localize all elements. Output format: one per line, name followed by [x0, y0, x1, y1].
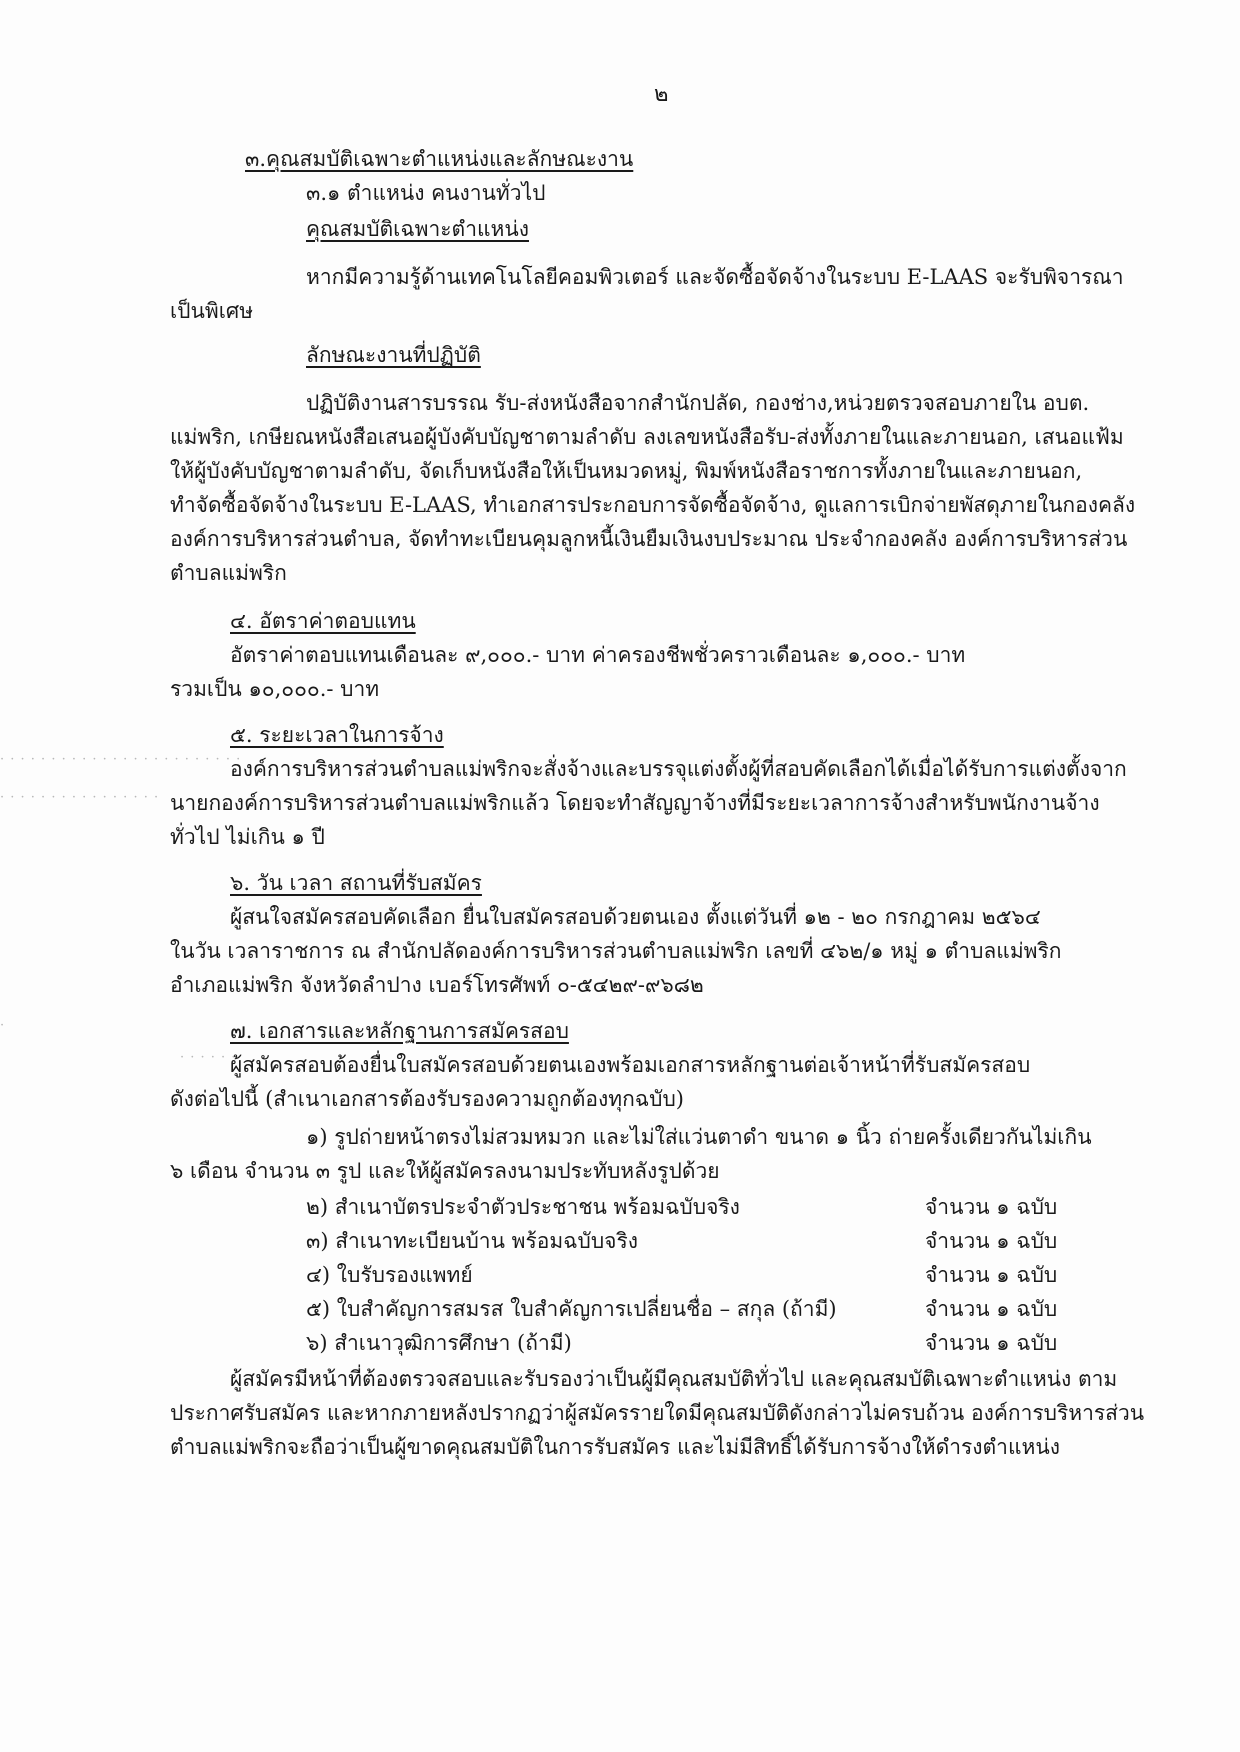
application-schedule-line: ผู้สนใจสมัครสอบคัดเลือก ยื่นใบสมัครสอบด้วยตนเอง ตั้งแต่วันที่ ๑๒ - ๒๐ กรกฎาคม ๒๕๖๔	[230, 905, 1041, 929]
scan-artifact: · · · · · ·	[180, 1050, 237, 1065]
document-item-label: ๖) สำเนาวุฒิการศึกษา (ถ้ามี)	[306, 1331, 572, 1355]
application-schedule-line: ในวัน เวลาราชการ ณ สำนักปลัดองค์การบริหารส่วนตำบลแม่พริก เลขที่ ๔๖๒/๑ หมู่ ๑ ตำบลแม่พริก	[170, 939, 1062, 963]
duty-line: ทำจัดซื้อจัดจ้างในระบบ E-LAAS, ทำเอกสารประกอบการจัดซื้อจัดจ้าง, ดูแลการเบิกจ่ายพัสดุภายในกองคลัง	[170, 493, 1136, 517]
closing-line: ประกาศรับสมัคร และหากภายหลังปรากฏว่าผู้สมัครรายใดมีคุณสมบัติดังกล่าวไม่ครบถ้วน องค์การบริหารส่วน	[170, 1401, 1145, 1425]
section5-heading: ๕. ระยะเวลาในการจ้าง	[230, 723, 444, 747]
employment-period-line: ทั่วไป ไม่เกิน ๑ ปี	[170, 825, 325, 849]
scan-artifact: ·	[0, 1018, 6, 1033]
duty-line: ปฏิบัติงานสารบรรณ รับ-ส่งหนังสือจากสำนักปลัด, กองช่าง,หน่วยตรวจสอบภายใน อบต.	[306, 391, 1090, 415]
section3-heading: ๓.คุณสมบัติเฉพาะตำแหน่งและลักษณะงาน	[245, 147, 634, 171]
qualification-heading: คุณสมบัติเฉพาะตำแหน่ง	[306, 217, 529, 241]
document-item-label: ๕) ใบสำคัญการสมรส ใบสำคัญการเปลี่ยนชื่อ – สกุล (ถ้ามี)	[306, 1297, 837, 1321]
section7-heading: ๗. เอกสารและหลักฐานการสมัครสอบ	[230, 1019, 569, 1043]
document-item-qty: จำนวน ๑ ฉบับ	[925, 1263, 1058, 1287]
duty-heading: ลักษณะงานที่ปฏิบัติ	[306, 343, 481, 367]
scan-artifact: · · · · · · · · · · · · · · · · · · · · · · · ·	[0, 752, 242, 767]
position-title: ๓.๑ ตำแหน่ง คนงานทั่วไป	[306, 181, 546, 205]
documents-intro-line: ดังต่อไปนี้ (สำเนาเอกสารต้องรับรองความถูกต้องทุกฉบับ)	[170, 1087, 684, 1111]
section6-heading: ๖. วัน เวลา สถานที่รับสมัคร	[230, 871, 482, 895]
duty-line: ตำบลแม่พริก	[170, 561, 287, 585]
document-item-label: ๓) สำเนาทะเบียนบ้าน พร้อมฉบับจริง	[306, 1229, 638, 1253]
document-item-qty: จำนวน ๑ ฉบับ	[925, 1229, 1058, 1253]
duty-line: แม่พริก, เกษียณหนังสือเสนอผู้บังคับบัญชาตามลำดับ ลงเลขหนังสือรับ-ส่งทั้งภายในและภายนอก, เสนอแฟ้ม	[170, 425, 1124, 449]
employment-period-line: องค์การบริหารส่วนตำบลแม่พริกจะสั่งจ้างและบรรจุแต่งตั้งผู้ที่สอบคัดเลือกได้เมื่อได้รับการแต่งตั้งจาก	[230, 757, 1127, 781]
duty-line: ให้ผู้บังคับบัญชาตามลำดับ, จัดเก็บหนังสือให้เป็นหมวดหมู่, พิมพ์หนังสือราชการทั้งภายในและภายนอก,	[170, 459, 1083, 483]
compensation-line: อัตราค่าตอบแทนเดือนละ ๙,๐๐๐.- บาท ค่าครองชีพชั่วคราวเดือนละ ๑,๐๐๐.- บาท	[230, 643, 966, 667]
document-item-qty: จำนวน ๑ ฉบับ	[925, 1331, 1058, 1355]
scan-artifact: · · · · · · · · · · · · · · · ·	[0, 790, 160, 805]
qualification-line: เป็นพิเศษ	[170, 299, 254, 323]
duty-line: องค์การบริหารส่วนตำบล, จัดทำทะเบียนคุมลูกหนี้เงินยืมเงินงบประมาณ ประจำกองคลัง องค์การบริหารส่วน	[170, 527, 1128, 551]
qualification-line: หากมีความรู้ด้านเทคโนโลยีคอมพิวเตอร์ และจัดซื้อจัดจ้างในระบบ E-LAAS จะรับพิจารณา	[306, 265, 1124, 289]
closing-line: ผู้สมัครมีหน้าที่ต้องตรวจสอบและรับรองว่าเป็นผู้มีคุณสมบัติทั่วไป และคุณสมบัติเฉพาะตำแหน่ง ตาม	[230, 1367, 1118, 1391]
documents-intro-line: ผู้สมัครสอบต้องยื่นใบสมัครสอบด้วยตนเองพร้อมเอกสารหลักฐานต่อเจ้าหน้าที่รับสมัครสอบ	[230, 1053, 1031, 1077]
document-item-1-cont: ๖ เดือน จำนวน ๓ รูป และให้ผู้สมัครลงนามประทับหลังรูปด้วย	[170, 1159, 720, 1183]
closing-line: ตำบลแม่พริกจะถือว่าเป็นผู้ขาดคุณสมบัติในการรับสมัคร และไม่มีสิทธิ์ได้รับการจ้างให้ดำรงตำแหน่ง	[170, 1435, 1060, 1459]
section4-heading: ๔. อัตราค่าตอบแทน	[230, 609, 416, 633]
document-item-qty: จำนวน ๑ ฉบับ	[925, 1195, 1058, 1219]
document-item-qty: จำนวน ๑ ฉบับ	[925, 1297, 1058, 1321]
document-item-1: ๑) รูปถ่ายหน้าตรงไม่สวมหมวก และไม่ใส่แว่นตาดำ ขนาด ๑ นิ้ว ถ่ายครั้งเดียวกันไม่เกิน	[306, 1125, 1092, 1149]
application-schedule-line: อำเภอแม่พริก จังหวัดลำปาง เบอร์โทรศัพท์ ๐-๕๔๒๙-๙๖๘๒	[170, 973, 704, 997]
document-item-label: ๔) ใบรับรองแพทย์	[306, 1263, 473, 1287]
document-item-label: ๒) สำเนาบัตรประจำตัวประชาชน พร้อมฉบับจริง	[306, 1195, 740, 1219]
employment-period-line: นายกองค์การบริหารส่วนตำบลแม่พริกแล้ว โดยจะทำสัญญาจ้างที่มีระยะเวลาการจ้างสำหรับพนักงานจ้าง	[170, 791, 1100, 815]
page-number: ๒	[654, 82, 669, 107]
compensation-line: รวมเป็น ๑๐,๐๐๐.- บาท	[170, 677, 380, 701]
